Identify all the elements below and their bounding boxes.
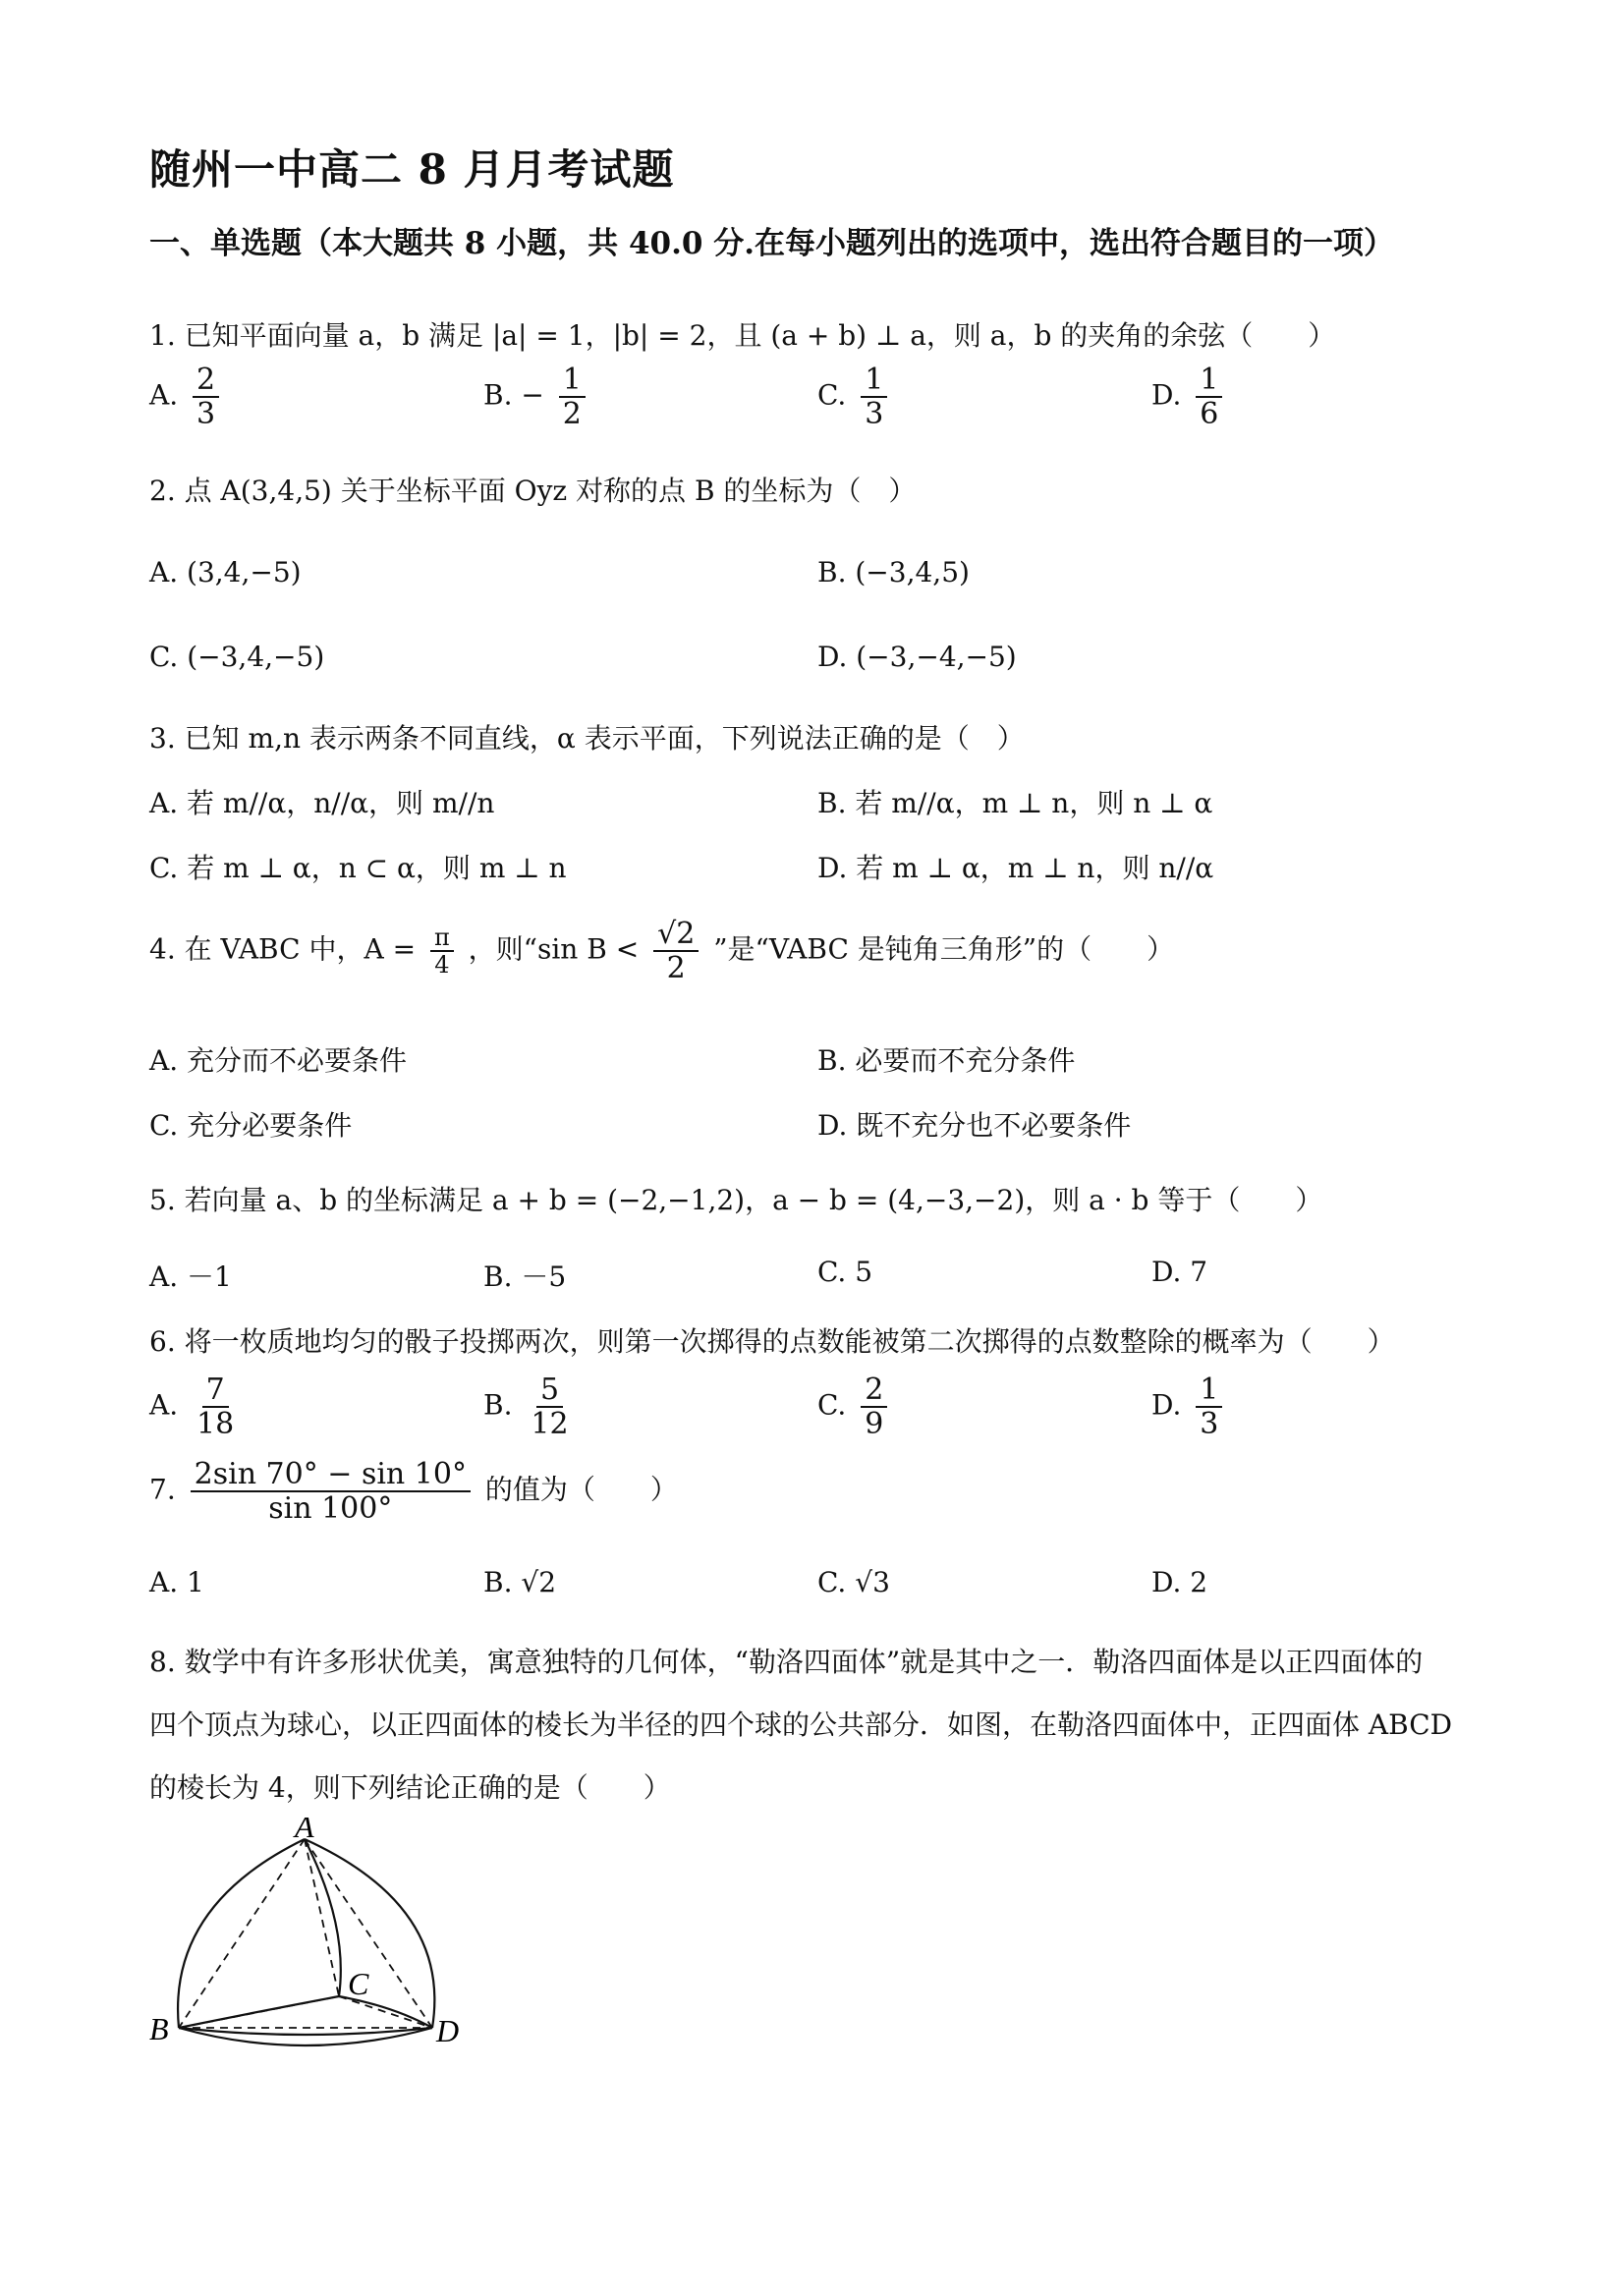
vertex-label-b: B: [149, 2011, 169, 2046]
fraction: $\frac{1}{3}$: [1196, 1373, 1222, 1440]
q1-option-c[interactable]: [817, 364, 893, 430]
section-heading: 一、单选题（本大题共 8 小题，共 40.0 分.在每小题列出的选项中，选出符合题目的一项）: [149, 226, 1395, 261]
q7-option-d[interactable]: D. 2: [1151, 1566, 1208, 1598]
q5-option-a[interactable]: A. －1: [149, 1260, 232, 1293]
q4-option-c[interactable]: C. 充分必要条件: [149, 1109, 353, 1142]
q8-line-1: 8. 数学中有许多形状优美，寓意独特的几何体，“勒洛四面体”就是其中之一．勒洛四面体是以正四面体的: [149, 1646, 1424, 1678]
option-label: C.: [817, 1388, 847, 1422]
q6-option-b[interactable]: [483, 1373, 579, 1440]
q6-option-d[interactable]: [1151, 1373, 1228, 1440]
question-2-stem: 2. 点 A(3,4,5) 关于坐标平面 Oyz 对称的点 B 的坐标为（ ）: [149, 475, 917, 507]
question-5-stem: 5. 若向量 a、b 的坐标满足 a + b = (−2,−1,2)，a − b = (4,−3,−2)，则 a · b 等于（ ）: [149, 1184, 1323, 1216]
question-6-stem: 6. 将一枚质地均匀的骰子投掷两次，则第一次掷得的点数能被第二次掷得的点数整除的概率为（ ）: [149, 1325, 1395, 1358]
fraction-sqrt2-over-2: $\frac{√2}{2}$: [653, 918, 699, 984]
option-label: D.: [1151, 378, 1182, 412]
q3-option-b[interactable]: B. 若 m//α，m ⊥ n，则 n ⊥ α: [817, 787, 1213, 819]
q6-option-c[interactable]: [817, 1373, 893, 1440]
fraction: $\frac{1}{3}$: [861, 364, 887, 430]
q4-option-a[interactable]: A. 充分而不必要条件: [149, 1044, 408, 1077]
fraction-expression: $\frac{2\sin 70^\circ - \sin 10^\circ}{\sin 100^\circ}$: [191, 1458, 471, 1525]
q7-option-c[interactable]: C. √3: [817, 1566, 890, 1598]
fraction: $\frac{1}{2}$: [559, 364, 586, 430]
question-7-stem: 7. $\frac{2\sin 70^\circ - \sin 10^\circ}{\sin 100^\circ}$ 的值为（ ）: [149, 1457, 678, 1526]
reuleaux-tetrahedron-figure: [138, 1818, 491, 2063]
q6-option-a[interactable]: [149, 1373, 244, 1440]
q4-option-d[interactable]: D. 既不充分也不必要条件: [817, 1109, 1132, 1142]
question-1-stem: 1. 已知平面向量 a，b 满足 |a| = 1，|b| = 2，且 (a + b) ⊥ a，则 a，b 的夹角的余弦（ ）: [149, 319, 1336, 352]
fraction: $\frac{2}{3}$: [193, 364, 219, 430]
q5-option-b[interactable]: B. －5: [483, 1260, 567, 1293]
option-label: D.: [1151, 1388, 1182, 1422]
q8-line-3: 的棱长为 4，则下列结论正确的是（ ）: [149, 1771, 671, 1804]
q5-option-d[interactable]: D. 7: [1151, 1256, 1208, 1288]
q3-option-c[interactable]: C. 若 m ⊥ α，n ⊂ α，则 m ⊥ n: [149, 852, 567, 884]
q2-option-c[interactable]: C. (−3,4,−5): [149, 641, 325, 673]
q1-option-d[interactable]: [1151, 364, 1228, 430]
option-label: B.: [483, 1388, 513, 1422]
fraction: $\frac{1}{6}$: [1196, 364, 1222, 430]
q2-option-a[interactable]: A. (3,4,−5): [149, 556, 302, 588]
q1-option-a[interactable]: [149, 364, 225, 430]
minus-sign: −: [521, 378, 544, 412]
exam-title: 随州一中高二 8 月月考试题: [149, 145, 675, 194]
vertex-label-c: C: [348, 1966, 369, 2001]
fraction: $\frac{5}{12}$: [531, 1372, 569, 1441]
vertex-label-a: A: [295, 1818, 314, 1844]
option-label: C.: [817, 378, 847, 412]
question-8-stem: [149, 1631, 1485, 1820]
q8-line-2: 四个顶点为球心，以正四面体的棱长为半径的四个球的公共部分．如图，在勒洛四面体中，正四面体 ABCD: [149, 1708, 1453, 1741]
question-3-stem: 3. 已知 m,n 表示两条不同直线，α 表示平面，下列说法正确的是（ ）: [149, 722, 1025, 755]
q1-option-b[interactable]: [483, 364, 591, 430]
q3-option-d[interactable]: D. 若 m ⊥ α，m ⊥ n，则 n//α: [817, 852, 1214, 884]
q4-option-b[interactable]: B. 必要而不充分条件: [817, 1044, 1076, 1077]
q7-option-b[interactable]: B. √2: [483, 1566, 557, 1598]
option-label: A.: [149, 378, 179, 412]
option-label: B.: [483, 378, 513, 412]
q5-option-c[interactable]: C. 5: [817, 1256, 873, 1288]
q3-option-a[interactable]: A. 若 m//α，n//α，则 m//n: [149, 787, 495, 819]
fraction: $\frac{7}{18}$: [196, 1372, 235, 1441]
q2-option-b[interactable]: B. (−3,4,5): [817, 556, 970, 588]
q7-option-a[interactable]: A. 1: [149, 1566, 204, 1598]
fraction: $\frac{2}{9}$: [861, 1373, 887, 1440]
fraction-a: $\frac{\pi}{4}$: [430, 924, 454, 979]
option-label: A.: [149, 1388, 179, 1422]
question-4-stem: 4. 在 VABC 中，A = $\frac{\pi}{4}$ ，则“sin B < $\frac{√2}{2}$ ”是“VABC 是钝角三角形”的（ ）: [149, 917, 1175, 985]
vertex-label-d: D: [436, 2013, 460, 2048]
q2-option-d[interactable]: D. (−3,−4,−5): [817, 641, 1017, 673]
